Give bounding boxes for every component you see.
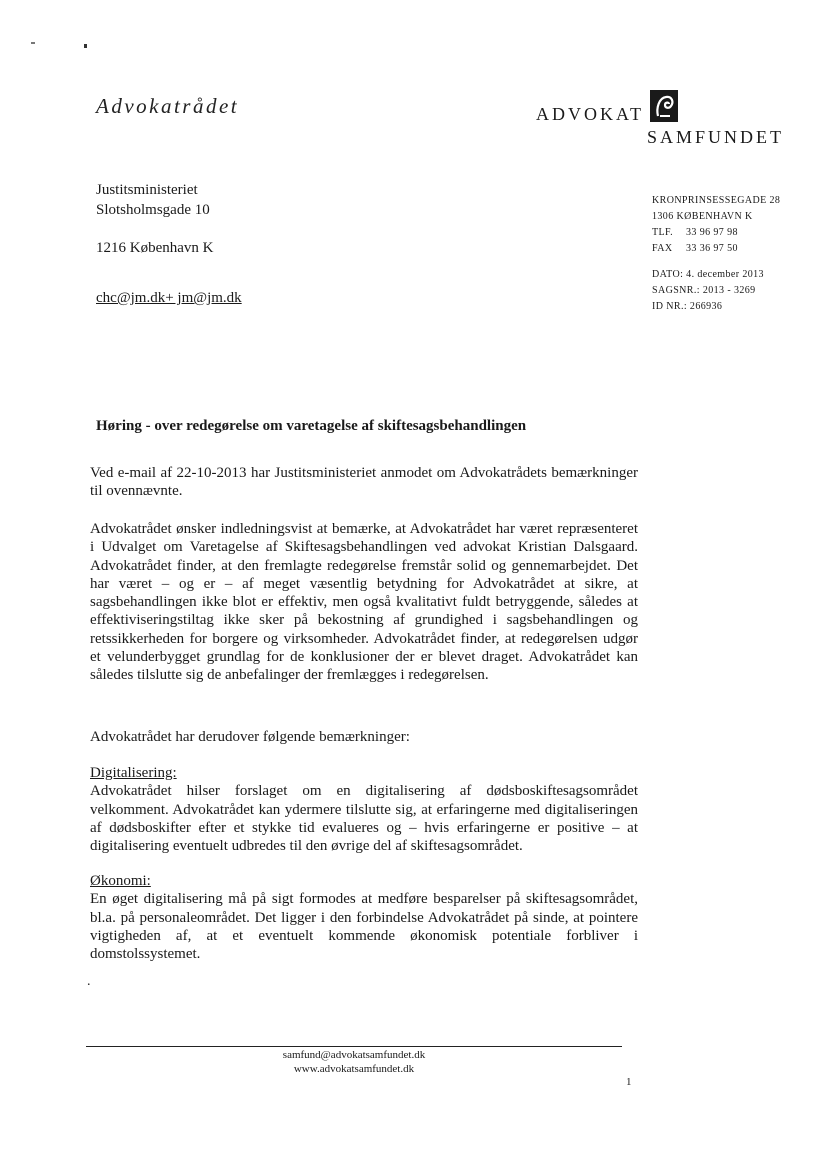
case-number: SAGSNR.: 2013 - 3269 <box>652 285 756 296</box>
footer-website-link[interactable]: www.advokatsamfundet.dk <box>293 1063 415 1075</box>
advokatsamfundet-emblem-icon <box>650 90 678 122</box>
recipient-email-link[interactable]: chc@jm.dk+ jm@jm.dk <box>96 290 242 306</box>
recipient-city: 1216 København K <box>96 240 214 256</box>
paragraph-remarks-intro: Advokatrådet har derudover følgende bemærkninger: <box>90 729 410 745</box>
letter-subject: Høring - over redegørelse om varetagelse af skiftesagsbehandlingen <box>96 418 527 434</box>
sender-contact-block <box>652 193 780 315</box>
paragraph-oekonomi: En øget digitalisering må på sigt formodes at medføre besparelser på skiftesagsområdet, bl.a. på personaleområdet. Det ligger i den forbindelse Advokatrådet på sinde, at pointere vigtigheden af, at et eventuelt kommende økonomisk potentiale forbliver i domstolssystemet. <box>90 891 638 963</box>
sender-street: KRONPRINSESSEGADE 28 <box>652 195 781 206</box>
logo-word-samfundet: SAMFUNDET <box>647 127 785 147</box>
scan-speck <box>31 42 35 44</box>
footer-email-link[interactable]: samfund@advokatsamfundet.dk <box>282 1049 426 1061</box>
scan-speck <box>84 44 87 48</box>
section-oekonomi <box>90 872 638 963</box>
section-digitalisering <box>90 764 638 855</box>
sender-city: 1306 KØBENHAVN K <box>652 211 753 222</box>
advokatraadet-wordmark: Advokatrådet <box>96 94 240 118</box>
recipient-name: Justitsministeriet <box>96 182 198 198</box>
paragraph-intro: Ved e-mail af 22-10-2013 har Justitsministeriet anmodet om Advokatrådets bemærkninger til ovennævnte. <box>90 465 638 500</box>
advokatsamfundet-logo <box>536 90 796 150</box>
section-heading-oekonomi: Økonomi: <box>90 873 151 889</box>
recipient-street: Slotsholmsgade 10 <box>96 202 210 218</box>
logo-word-advokat: ADVOKAT <box>536 104 644 124</box>
footer <box>86 1048 622 1076</box>
stray-dot: . <box>87 974 91 989</box>
page-number: 1 <box>626 1076 632 1088</box>
letter-date: DATO: 4. december 2013 <box>652 269 764 280</box>
footer-divider <box>86 1046 622 1047</box>
sender-fax: FAX 33 36 97 50 <box>652 243 738 254</box>
paragraph-digitalisering: Advokatrådet hilser forslaget om en digitalisering af dødsboskiftesagsområdet velkomment. Advokatrådet kan ydermere tilslutte sig, at erfaringerne med digitaliseringen af dødsboskifter efter et stykke tid evalueres og – hvis erfaringerne er positive – at digitalisering eventuelt udbredes til den øvrige del af skiftesagsområdet. <box>90 783 638 855</box>
id-number: ID NR.: 266936 <box>652 301 723 312</box>
paragraph-assessment: Advokatrådet ønsker indledningsvist at bemærke, at Advokatrådet har været repræsenteret i Udvalget om Varetagelse af Skiftesagsbehandlingen ved advokat Kristian Dalsgaard. Advokatrådet finder, at den fremlagte redegørelse fremstår solid og gennemarbejdet. Det har været – og er – af meget væsentlig betydning for Advokatrådet at sikre, at sagsbehandlingen ikke blot er effektiv, men også kvalitativt fuldt betryggende, således at effektiviseringstiltag ikke sker på bekostning af grundighed i sagsbehandlingen og retssikkerheden for borgere og virksomheder. Advokatrådet finder, at redegørelsen udgør et velunderbygget grundlag for de konklusioner der er blevet draget. Advokatrådet kan således tilslutte sig de anbefalinger der fremlægges i redegørelsen. <box>90 521 638 684</box>
recipient-address <box>96 180 213 258</box>
sender-phone: TLF. 33 96 97 98 <box>652 227 738 238</box>
section-heading-digitalisering: Digitalisering: <box>90 765 177 781</box>
